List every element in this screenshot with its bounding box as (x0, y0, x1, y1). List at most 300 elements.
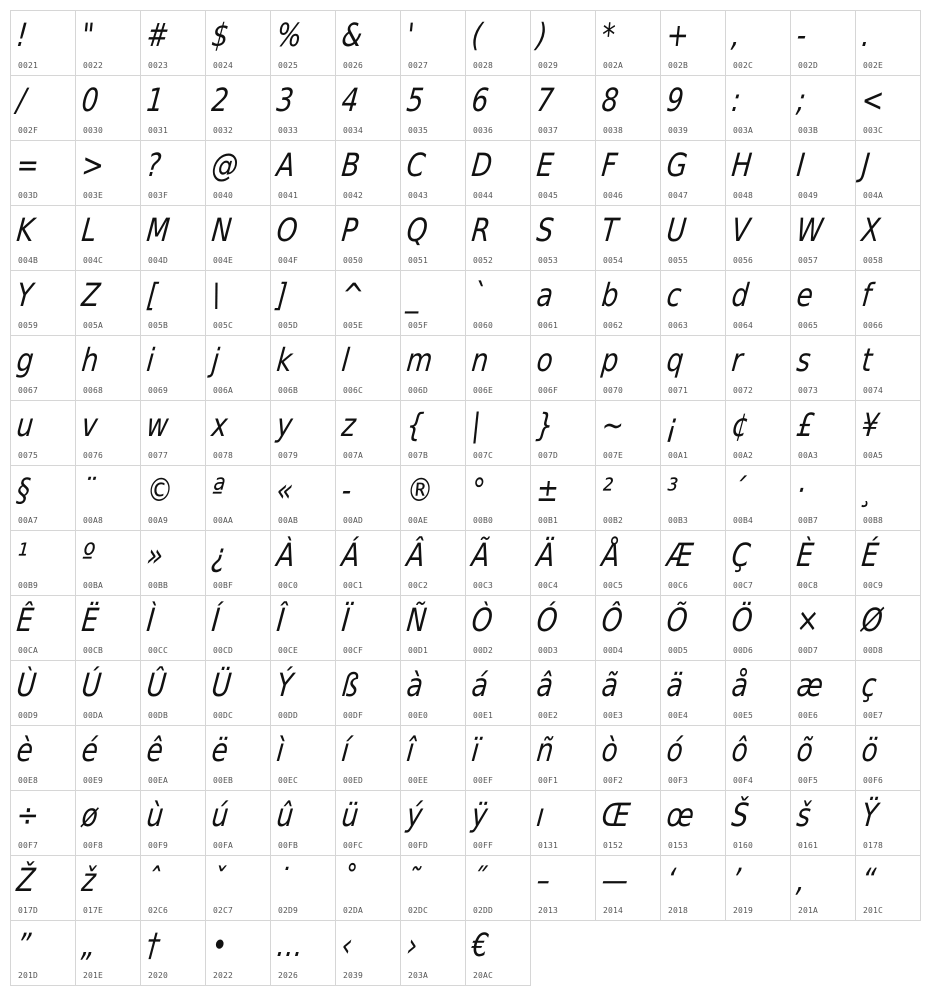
glyph-cell (76, 11, 141, 76)
glyph-codepoint: 00E9 (83, 776, 104, 785)
glyph-character: * (599, 16, 618, 54)
glyph-codepoint: 00D3 (538, 646, 559, 655)
glyph-codepoint: 00D4 (603, 646, 624, 655)
glyph-codepoint: 0030 (83, 126, 104, 135)
glyph-character: # (144, 16, 171, 54)
glyph-character: Ä (534, 536, 557, 574)
glyph-character: Q (404, 211, 430, 249)
glyph-character: ÿ (469, 796, 490, 834)
glyph-codepoint: 00A5 (863, 451, 884, 460)
glyph-codepoint: 0063 (668, 321, 689, 330)
glyph-cell (206, 11, 271, 76)
glyph-cell (791, 791, 856, 856)
glyph-codepoint: 2039 (343, 971, 364, 980)
glyph-cell (856, 271, 921, 336)
glyph-cell (596, 401, 661, 466)
glyph-character: Ü (209, 666, 234, 704)
glyph-cell (661, 76, 726, 141)
glyph-character: j (209, 341, 222, 379)
glyph-codepoint: 00DF (343, 711, 364, 720)
glyph-character: ÷ (14, 796, 41, 834)
glyph-character: õ (794, 731, 815, 769)
glyph-cell (271, 11, 336, 76)
glyph-codepoint: 003B (798, 126, 819, 135)
glyph-character: ˙ (274, 861, 293, 899)
glyph-cell (466, 336, 531, 401)
glyph-cell (661, 661, 726, 726)
glyph-codepoint: 0054 (603, 256, 624, 265)
glyph-character: Í (209, 601, 222, 639)
glyph-codepoint: 0033 (278, 126, 299, 135)
glyph-codepoint: 017D (18, 906, 39, 915)
glyph-cell (141, 661, 206, 726)
glyph-cell (596, 531, 661, 596)
glyph-cell (401, 466, 466, 531)
glyph-cell (661, 856, 726, 921)
glyph-codepoint: 0034 (343, 126, 364, 135)
glyph-character: ù (144, 796, 166, 834)
glyph-codepoint: 00C9 (863, 581, 884, 590)
glyph-cell (791, 856, 856, 921)
glyph-codepoint: 00DA (83, 711, 104, 720)
glyph-cell (466, 661, 531, 726)
glyph-cell (856, 596, 921, 661)
glyph-cell (76, 596, 141, 661)
glyph-codepoint: 005E (343, 321, 364, 330)
glyph-cell (401, 206, 466, 271)
glyph-cell (791, 531, 856, 596)
glyph-codepoint: 00EC (278, 776, 299, 785)
glyph-character: œ (664, 796, 696, 834)
glyph-cell (466, 11, 531, 76)
glyph-codepoint: 0061 (538, 321, 559, 330)
glyph-cell (76, 336, 141, 401)
glyph-cell (141, 401, 206, 466)
glyph-cell (791, 76, 856, 141)
glyph-codepoint: 00CA (18, 646, 39, 655)
glyph-character: Š (729, 796, 751, 834)
glyph-codepoint: 0152 (603, 841, 624, 850)
glyph-codepoint: 00BB (148, 581, 169, 590)
glyph-character: \ (209, 276, 223, 314)
glyph-cell (531, 206, 596, 271)
glyph-codepoint: 00FB (278, 841, 299, 850)
glyph-cell (271, 336, 336, 401)
glyph-character: í (339, 731, 352, 769)
glyph-codepoint: 00E1 (473, 711, 494, 720)
glyph-codepoint: 0052 (473, 256, 494, 265)
glyph-character: Ê (14, 601, 36, 639)
glyph-codepoint: 0036 (473, 126, 494, 135)
glyph-cell (206, 596, 271, 661)
glyph-cell (271, 596, 336, 661)
glyph-character: . (859, 16, 873, 54)
glyph-cell (141, 206, 206, 271)
glyph-character: ; (794, 81, 808, 119)
glyph-character: Û (144, 666, 169, 704)
glyph-cell (401, 726, 466, 791)
glyph-cell (661, 596, 726, 661)
glyph-codepoint: 201E (83, 971, 104, 980)
glyph-character: … (274, 926, 306, 964)
glyph-codepoint: 00C0 (278, 581, 299, 590)
glyph-codepoint: 00ED (343, 776, 364, 785)
glyph-cell (726, 11, 791, 76)
glyph-character: O (274, 211, 300, 249)
glyph-cell (531, 791, 596, 856)
glyph-codepoint: 00AA (213, 516, 234, 525)
glyph-character: É (859, 536, 881, 574)
glyph-character: ˇ (209, 861, 228, 899)
glyph-character: ] (274, 276, 290, 314)
glyph-cell (401, 76, 466, 141)
glyph-cell (271, 661, 336, 726)
glyph-character: × (794, 601, 821, 639)
glyph-cell (206, 271, 271, 336)
glyph-cell (856, 206, 921, 271)
glyph-codepoint: 004C (83, 256, 104, 265)
glyph-cell (76, 206, 141, 271)
glyph-cell (141, 466, 206, 531)
glyph-codepoint: 00C4 (538, 581, 559, 590)
glyph-codepoint: 0043 (408, 191, 429, 200)
glyph-codepoint: 00F5 (798, 776, 819, 785)
glyph-codepoint: 0077 (148, 451, 169, 460)
glyph-character: h (79, 341, 101, 379)
glyph-codepoint: 00A7 (18, 516, 39, 525)
glyph-cell (596, 11, 661, 76)
glyph-character: º (79, 536, 97, 574)
glyph-character: : (729, 81, 743, 119)
glyph-cell (661, 11, 726, 76)
glyph-cell (726, 856, 791, 921)
glyph-cell (76, 76, 141, 141)
glyph-codepoint: 0057 (798, 256, 819, 265)
glyph-character: F (599, 146, 619, 184)
glyph-cell (726, 76, 791, 141)
glyph-character: y (274, 406, 295, 444)
glyph-codepoint: 006F (538, 386, 559, 395)
glyph-codepoint: 00D1 (408, 646, 429, 655)
glyph-character: ˚ (339, 861, 358, 899)
glyph-codepoint: 203A (408, 971, 429, 980)
glyph-cell (401, 11, 466, 76)
glyph-codepoint: 00CE (278, 646, 299, 655)
glyph-codepoint: 02D9 (278, 906, 299, 915)
glyph-codepoint: 003E (83, 191, 104, 200)
glyph-codepoint: 007A (343, 451, 364, 460)
glyph-character: R (469, 211, 493, 249)
glyph-codepoint: 0070 (603, 386, 624, 395)
glyph-character: % (274, 16, 304, 54)
glyph-character: ó (664, 731, 685, 769)
glyph-cell (466, 596, 531, 661)
glyph-cell (401, 791, 466, 856)
glyph-codepoint: 00F8 (83, 841, 104, 850)
glyph-codepoint: 201C (863, 906, 884, 915)
glyph-codepoint: 00B9 (18, 581, 39, 590)
glyph-cell (206, 856, 271, 921)
glyph-character: $ (209, 16, 231, 54)
glyph-codepoint: 005D (278, 321, 299, 330)
glyph-character: Õ (664, 601, 690, 639)
glyph-cell (336, 596, 401, 661)
glyph-cell (76, 271, 141, 336)
glyph-codepoint: 2019 (733, 906, 754, 915)
glyph-character: n (469, 341, 491, 379)
glyph-character: æ (794, 666, 826, 704)
glyph-cell (596, 141, 661, 206)
glyph-cell (336, 531, 401, 596)
glyph-codepoint: 005A (83, 321, 104, 330)
glyph-codepoint: 003F (148, 191, 169, 200)
glyph-codepoint: 0066 (863, 321, 884, 330)
glyph-codepoint: 0044 (473, 191, 494, 200)
glyph-codepoint: 004A (863, 191, 884, 200)
glyph-codepoint: 00E6 (798, 711, 819, 720)
glyph-cell (76, 401, 141, 466)
glyph-cell (856, 401, 921, 466)
glyph-character: I (794, 146, 807, 184)
glyph-character: ë (209, 731, 231, 769)
glyph-cell (271, 791, 336, 856)
glyph-character: Z (79, 276, 102, 314)
glyph-codepoint: 006A (213, 386, 234, 395)
glyph-codepoint: 0021 (18, 61, 39, 70)
glyph-codepoint: 00AE (408, 516, 429, 525)
glyph-character: Ã (469, 536, 492, 574)
glyph-character: — (599, 861, 631, 899)
glyph-codepoint: 00F6 (863, 776, 884, 785)
glyph-character: Ö (729, 601, 755, 639)
glyph-character: ï (469, 731, 482, 769)
glyph-character: U (664, 211, 689, 249)
glyph-character: E (534, 146, 556, 184)
glyph-codepoint: 003D (18, 191, 39, 200)
glyph-character: z (339, 406, 358, 444)
glyph-cell (726, 336, 791, 401)
glyph-codepoint: 006C (343, 386, 364, 395)
glyph-cell (596, 661, 661, 726)
glyph-character: 6 (469, 81, 491, 119)
glyph-character: 1 (144, 81, 166, 119)
glyph-character: • (209, 926, 230, 964)
glyph-codepoint: 00E5 (733, 711, 754, 720)
glyph-character: x (209, 406, 230, 444)
glyph-character: @ (209, 146, 241, 184)
glyph-codepoint: 2020 (148, 971, 169, 980)
glyph-cell (271, 726, 336, 791)
glyph-codepoint: 004B (18, 256, 39, 265)
glyph-character: s (794, 341, 813, 379)
glyph-character: Á (339, 536, 362, 574)
glyph-codepoint: 00D5 (668, 646, 689, 655)
glyph-cell (271, 856, 336, 921)
glyph-codepoint: 0025 (278, 61, 299, 70)
glyph-character: + (664, 16, 691, 54)
glyph-cell (466, 856, 531, 921)
glyph-cell (76, 856, 141, 921)
glyph-cell (596, 336, 661, 401)
glyph-cell (401, 141, 466, 206)
glyph-cell (466, 76, 531, 141)
glyph-codepoint: 0153 (668, 841, 689, 850)
glyph-codepoint: 00EB (213, 776, 234, 785)
glyph-character: § (14, 471, 33, 509)
glyph-cell (11, 466, 76, 531)
glyph-cell (726, 401, 791, 466)
glyph-codepoint: 0076 (83, 451, 104, 460)
glyph-cell (661, 141, 726, 206)
glyph-cell (11, 11, 76, 76)
glyph-character: å (729, 666, 750, 704)
glyph-character: ) (534, 16, 550, 54)
glyph-character: À (274, 536, 297, 574)
glyph-character: “ (859, 861, 878, 899)
glyph-codepoint: 00A9 (148, 516, 169, 525)
glyph-cell (856, 76, 921, 141)
glyph-character: Œ (599, 796, 632, 834)
glyph-cell (336, 661, 401, 726)
glyph-character: „ (79, 926, 98, 964)
glyph-cell (206, 791, 271, 856)
glyph-codepoint: 00D8 (863, 646, 884, 655)
glyph-character: J (859, 146, 872, 184)
glyph-codepoint: 0056 (733, 256, 754, 265)
glyph-cell (856, 466, 921, 531)
glyph-cell (336, 336, 401, 401)
glyph-codepoint: 02C6 (148, 906, 169, 915)
glyph-cell (791, 401, 856, 466)
glyph-cell (531, 11, 596, 76)
glyph-codepoint: 00C1 (343, 581, 364, 590)
glyph-cell (141, 11, 206, 76)
glyph-character: · (794, 471, 808, 509)
glyph-character: Ï (339, 601, 352, 639)
glyph-codepoint: 00C3 (473, 581, 494, 590)
glyph-cell (661, 271, 726, 336)
glyph-codepoint: 0073 (798, 386, 819, 395)
glyph-character: ô (729, 731, 750, 769)
glyph-character: Ô (599, 601, 625, 639)
glyph-cell (856, 856, 921, 921)
glyph-codepoint: 0035 (408, 126, 429, 135)
glyph-codepoint: 0160 (733, 841, 754, 850)
glyph-character: ^ (339, 276, 366, 314)
glyph-character: ’ (729, 861, 743, 899)
glyph-codepoint: 0029 (538, 61, 559, 70)
glyph-cell (661, 336, 726, 401)
glyph-codepoint: 00A3 (798, 451, 819, 460)
glyph-cell (596, 76, 661, 141)
glyph-character: p (599, 341, 621, 379)
glyph-cell (661, 206, 726, 271)
glyph-codepoint: 00F9 (148, 841, 169, 850)
glyph-codepoint: 00DB (148, 711, 169, 720)
glyph-cell (336, 401, 401, 466)
glyph-cell (401, 661, 466, 726)
glyph-cell (141, 596, 206, 661)
glyph-codepoint: 002E (863, 61, 884, 70)
glyph-codepoint: 0041 (278, 191, 299, 200)
glyph-cell (466, 791, 531, 856)
glyph-cell (531, 466, 596, 531)
glyph-character: ì (274, 731, 287, 769)
glyph-codepoint: 00C7 (733, 581, 754, 590)
glyph-cell (336, 856, 401, 921)
glyph-character: ~ (599, 406, 626, 444)
glyph-cell (531, 271, 596, 336)
glyph-character: ı (534, 796, 547, 834)
glyph-cell (336, 726, 401, 791)
glyph-codepoint: 007B (408, 451, 429, 460)
glyph-character: ( (469, 16, 485, 54)
glyph-codepoint: 20AC (473, 971, 494, 980)
glyph-cell (596, 856, 661, 921)
glyph-character: ? (144, 146, 163, 184)
glyph-codepoint: 00D2 (473, 646, 494, 655)
glyph-codepoint: 00B8 (863, 516, 884, 525)
glyph-character: H (729, 146, 754, 184)
glyph-cell (11, 531, 76, 596)
glyph-character: 2 (209, 81, 231, 119)
glyph-character: " (79, 16, 96, 54)
glyph-codepoint: 00A1 (668, 451, 689, 460)
glyph-cell (791, 726, 856, 791)
glyph-codepoint: 0032 (213, 126, 234, 135)
glyph-cell (726, 596, 791, 661)
glyph-codepoint: 2026 (278, 971, 299, 980)
glyph-cell (401, 271, 466, 336)
glyph-character: è (14, 731, 36, 769)
glyph-cell (11, 661, 76, 726)
glyph-cell (596, 206, 661, 271)
glyph-character: Ç (729, 536, 753, 574)
glyph-codepoint: 0079 (278, 451, 299, 460)
glyph-cell (466, 401, 531, 466)
glyph-character: ¹ (14, 536, 30, 574)
glyph-cell (401, 921, 466, 986)
glyph-codepoint: 0047 (668, 191, 689, 200)
glyph-character: ˆ (144, 861, 163, 899)
glyph-character: q (664, 341, 686, 379)
glyph-codepoint: 0027 (408, 61, 429, 70)
glyph-cell (11, 856, 76, 921)
glyph-codepoint: 002C (733, 61, 754, 70)
glyph-codepoint: 00CD (213, 646, 234, 655)
glyph-codepoint: 0178 (863, 841, 884, 850)
glyph-character: ® (404, 471, 436, 509)
glyph-codepoint: 004F (278, 256, 299, 265)
glyph-cell (271, 76, 336, 141)
glyph-codepoint: 0024 (213, 61, 234, 70)
glyph-character: 7 (534, 81, 556, 119)
glyph-cell (206, 466, 271, 531)
glyph-codepoint: 0062 (603, 321, 624, 330)
glyph-cell (726, 206, 791, 271)
glyph-codepoint: 005C (213, 321, 234, 330)
glyph-cell (11, 791, 76, 856)
glyph-character: Ú (79, 666, 104, 704)
glyph-character: A (274, 146, 297, 184)
glyph-character: È (794, 536, 816, 574)
glyph-cell (76, 921, 141, 986)
glyph-codepoint: 0042 (343, 191, 364, 200)
glyph-codepoint: 2022 (213, 971, 234, 980)
glyph-codepoint: 00AD (343, 516, 364, 525)
glyph-character: K (14, 211, 37, 249)
glyph-character: Ž (14, 861, 37, 899)
